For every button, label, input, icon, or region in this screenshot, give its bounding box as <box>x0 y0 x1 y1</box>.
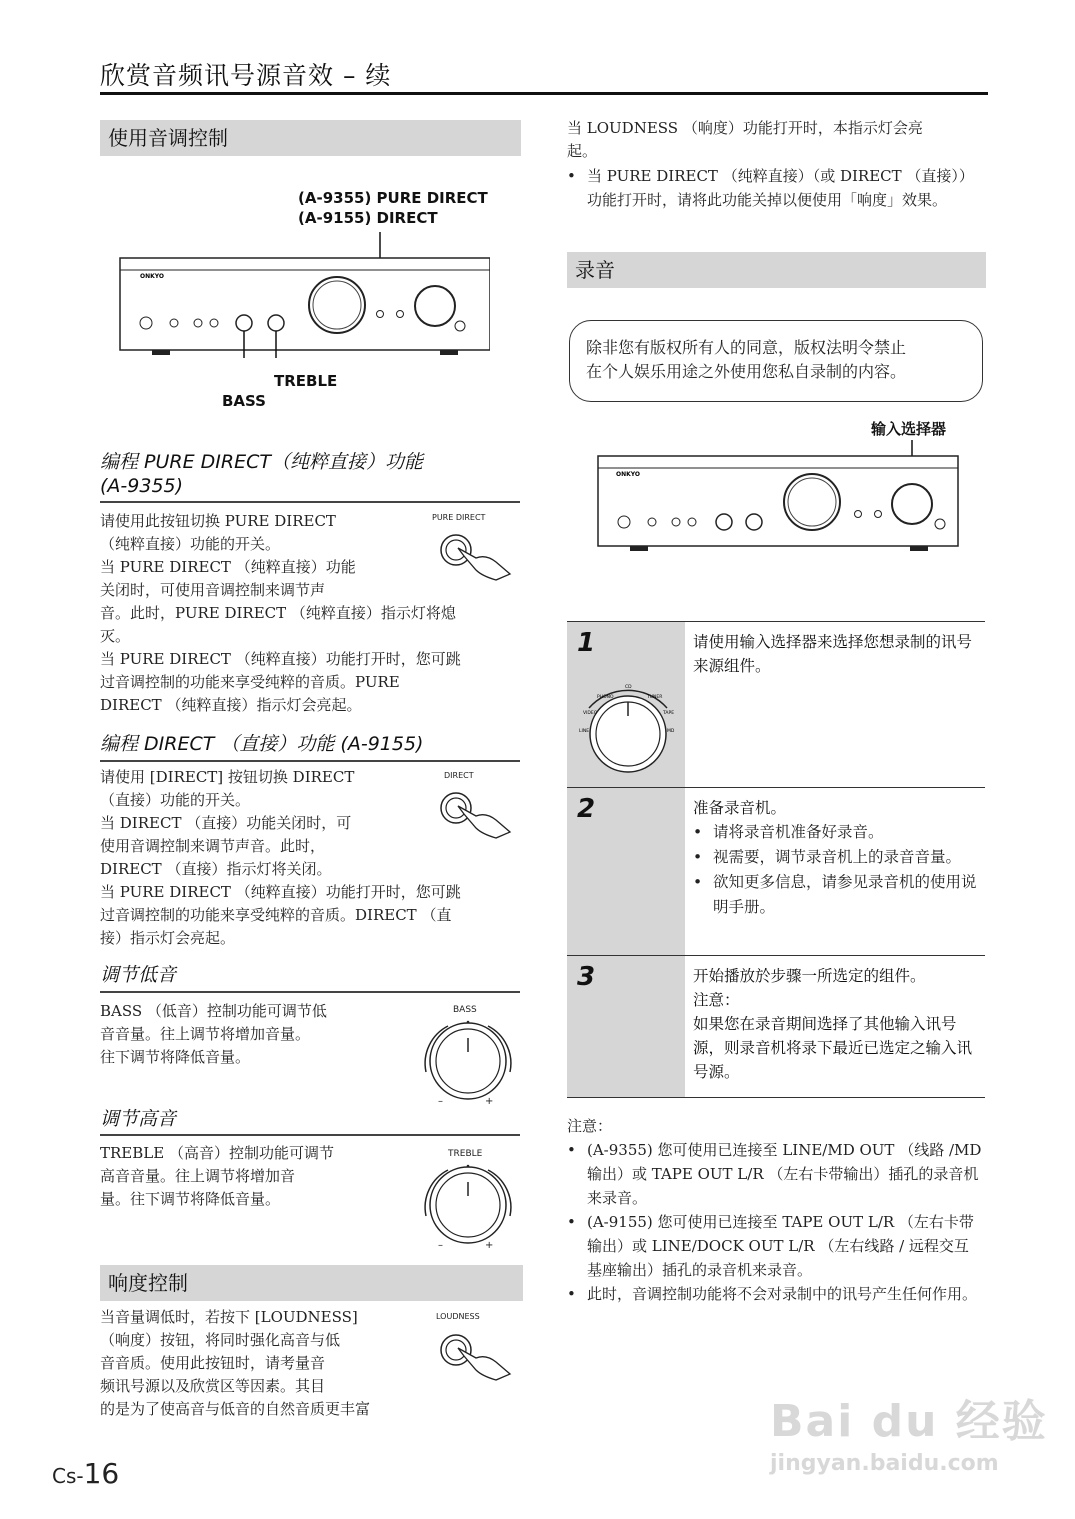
selector-label-tape: TAPE <box>663 711 675 716</box>
step-title: 准备录音机。 <box>693 799 787 817</box>
loudness-text: 当音量调低时，若按下 [LOUDNESS] （响度）按钮，将同时强化高音与低 音音质。使用此按钮时，请考量音 频讯号源以及欣赏区等因素。其目 的是为了使高音与低音的自然音质更丰富 <box>100 1308 371 1418</box>
brand-logo: ONKYO <box>140 273 165 280</box>
step-note: 如果您在录音期间选择了其他输入讯号源，则录音机将录下最近已选定之输入讯号源。 <box>693 1015 973 1081</box>
page-number <box>52 1457 119 1490</box>
button-press-icon <box>436 780 516 840</box>
sub-rule <box>100 991 520 993</box>
treble-text: TREBLE （高音）控制功能可调节 高音音量。往上调节将增加音 量。往下调节将降低音量。 <box>100 1144 334 1208</box>
selector-label-video: VIDEO <box>583 711 598 716</box>
treble-minus: – <box>438 1240 443 1251</box>
title-rule <box>100 92 988 95</box>
sub-rule <box>100 1134 520 1136</box>
copyright-notice-box <box>569 320 983 402</box>
step-bullet: • 视需要，调节录音机上的录音音量。 <box>693 845 977 870</box>
loudness-icon-label: LOUDNESS <box>436 1312 480 1321</box>
steps-table <box>567 621 985 1098</box>
callout-bass: BASS <box>222 392 266 410</box>
treble-heading: 调节高音 <box>100 1108 177 1130</box>
page-title: 欣赏音频讯号源音效 – 续 <box>100 61 392 90</box>
treble-plus: + <box>485 1240 494 1251</box>
input-selector-knob-icon <box>575 672 679 782</box>
callout-direct: (A-9155) DIRECT <box>298 209 438 227</box>
watermark-url: jingyan.baidu.com <box>770 1451 999 1476</box>
selector-label-line: LINE <box>579 729 590 734</box>
watermark-brand: Bai du 经验 <box>770 1396 1048 1447</box>
pure-direct-heading-line2: (A-9355) <box>100 475 184 497</box>
note-item: • 此时，音调控制功能将不会对录制中的讯号产生任何作用。 <box>567 1282 983 1306</box>
loudness-continued-text: 当 LOUDNESS （响度）功能打开时，本指示灯会亮 起。 <box>567 119 923 160</box>
step-row-2 <box>567 787 985 956</box>
step-note-label: 注意： <box>693 991 740 1009</box>
direct-heading: 编程 DIRECT （直接）功能 (A-9155) <box>100 733 424 755</box>
button-press-icon <box>436 1322 516 1382</box>
step-2-bullets <box>693 820 977 920</box>
selector-label-md: MD <box>667 729 675 734</box>
step-row-1 <box>567 621 985 788</box>
step-number: 2 <box>577 794 596 824</box>
step-bullet: • 欲知更多信息，请参见录音机的使用说明手册。 <box>693 870 977 920</box>
step-number: 3 <box>577 962 596 992</box>
step-bullet: • 请将录音机准备好录音。 <box>693 820 977 845</box>
pure-direct-text: 请使用此按钮切换 PURE DIRECT （纯粹直接）功能的开关。 当 PURE DIRECT （纯粹直接）功能 关闭时，可使用音调控制来调节声 音。此时，PURE DIRECT （纯粹直接）指示灯将熄 灭。 当 PURE DIRECT （纯粹直接）功能打开时，您可跳 过音调控制的功能来享受纯粹的音质。PURE DIRECT （纯粹直接）指示灯会亮起。 <box>100 512 461 714</box>
step-title: 开始播放於步骤一所选定的组件。 <box>693 967 926 985</box>
pure-direct-icon-label: PURE DIRECT <box>432 513 486 522</box>
callout-pure-direct: (A-9355) PURE DIRECT <box>298 189 488 207</box>
bass-plus: + <box>485 1096 494 1107</box>
bass-text: BASS （低音）控制功能可调节低 音音量。往上调节将增加音量。 往下调节将降低音量。 <box>100 1002 327 1066</box>
page-number-value: 16 <box>83 1457 120 1490</box>
direct-text: 请使用 [DIRECT] 按钮切换 DIRECT （直接）功能的开关。 当 DIRECT （直接）功能关闭时，可 使用音调控制来调节声音。此时， DIRECT （直接）指示灯将关闭。 当 PURE DIRECT （纯粹直接）功能打开时，您可跳 过音调控制的功能来享受纯粹的音质。DIRECT （直 接）指示灯会亮起。 <box>100 768 461 947</box>
amplifier-illustration-top <box>110 228 490 358</box>
bass-knob-icon <box>418 1014 518 1110</box>
note-item: • (A-9155) 您可使用已连接至 TAPE OUT L/R （左右卡带输出）或 LINE/DOCK OUT L/R （左右线路 / 远程交互基座输出）插孔的录音机来录音。 <box>567 1210 983 1282</box>
selector-label-phono: PHONO <box>597 695 614 700</box>
direct-icon-label: DIRECT <box>444 771 474 780</box>
step-row-3 <box>567 955 985 1098</box>
section-heading-tone: 使用音调控制 <box>100 120 521 156</box>
loudness-bullet: • 当 PURE DIRECT （纯粹直接）（或 DIRECT （直接））功能打开时，请将此功能关掉以便使用「响度」效果。 <box>567 164 985 212</box>
callout-input-selector: 输入选择器 <box>871 420 947 438</box>
note-item: • (A-9355) 您可使用已连接至 LINE/MD OUT （线路 /MD 输出）或 TAPE OUT L/R （左右卡带输出）插孔的录音机来录音。 <box>567 1138 983 1210</box>
step-text: 请使用输入选择器来选择您想录制的讯号来源组件。 <box>693 633 973 675</box>
bass-heading: 调节低音 <box>100 964 177 986</box>
section-heading-loudness: 响度控制 <box>100 1265 523 1301</box>
notes-label: 注意： <box>567 1117 613 1135</box>
bass-knob-label: BASS <box>453 1005 477 1015</box>
notice-line-1: 除非您有版权所有人的同意，版权法明令禁止 <box>586 338 907 357</box>
watermark <box>770 1385 1060 1476</box>
step-number: 1 <box>577 628 596 658</box>
sub-rule <box>100 501 520 503</box>
notice-line-2: 在个人娱乐用途之外使用您私自录制的内容。 <box>586 362 907 381</box>
sub-rule <box>100 760 520 762</box>
amplifier-illustration-right <box>590 438 970 556</box>
selector-label-cd: CD <box>625 685 632 690</box>
treble-knob-icon <box>418 1158 518 1254</box>
notes-list <box>567 1138 983 1306</box>
selector-label-tuner: TUNER <box>647 695 663 700</box>
brand-logo: ONKYO <box>616 471 641 478</box>
bass-minus: – <box>438 1096 443 1107</box>
pure-direct-heading-line1: 编程 PURE DIRECT（纯粹直接）功能 <box>100 451 423 473</box>
callout-treble: TREBLE <box>274 372 338 390</box>
treble-knob-label: TREBLE <box>448 1149 483 1159</box>
loudness-bullet-list <box>567 164 985 212</box>
section-heading-recording: 录音 <box>567 252 986 288</box>
page-number-prefix: Cs- <box>52 1464 84 1488</box>
button-press-icon <box>436 522 516 582</box>
